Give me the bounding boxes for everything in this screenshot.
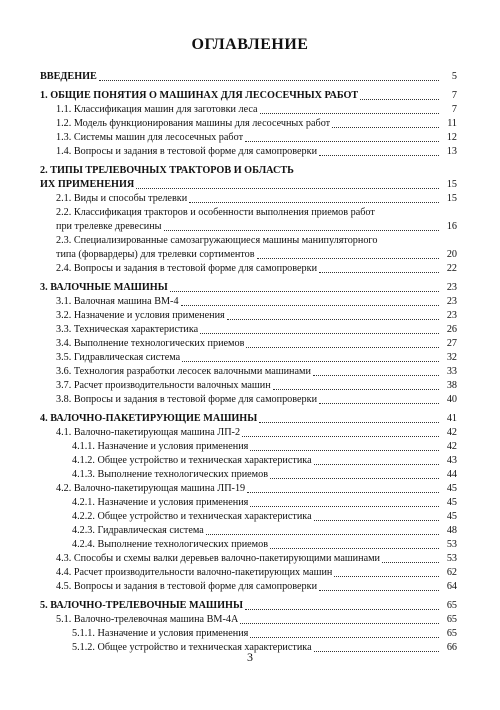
toc-leader-dots: [334, 576, 439, 577]
toc-leader-dots: [247, 492, 439, 493]
toc-leader-dots: [319, 155, 439, 156]
toc-leader-dots: [319, 590, 439, 591]
toc-leader-dots: [99, 80, 439, 81]
toc-entry-page: 11: [447, 118, 457, 129]
toc-entry: [40, 496, 457, 510]
toc-entry-page: 66: [446, 642, 457, 653]
toc-entry-title: 4.3. Способы и схемы валки деревьев валочно-пакетирующими машинами: [56, 553, 381, 564]
toc-entry-title: 4.2. Валочно-пакетирующая машина ЛП-19: [56, 483, 246, 494]
toc-entry: [40, 524, 457, 538]
toc-entry-title: ИХ ПРИМЕНЕНИЯ: [40, 179, 135, 190]
toc-leader-dots: [170, 291, 439, 292]
toc-entry-page: 38: [446, 380, 457, 391]
toc-entry-title: 4.1.2. Общее устройство и техническая характеристика: [72, 455, 312, 466]
toc-entry: [40, 440, 457, 454]
toc-entry-page: 26: [446, 324, 457, 335]
toc-leader-dots: [360, 99, 439, 100]
toc-entry: [40, 482, 457, 496]
toc-entry: [40, 131, 457, 145]
toc-leader-dots: [382, 562, 439, 563]
toc-entry: [40, 468, 457, 482]
toc-entry-title: 4.2.3. Гидравлическая система: [72, 525, 204, 536]
toc-entry-page: 48: [446, 525, 457, 536]
toc-entry-title: 4.1. Валочно-пакетирующая машина ЛП-2: [56, 427, 241, 438]
toc-entry: [40, 323, 457, 337]
toc-entry-title: 4.1.3. Выполнение технологических приемов: [72, 469, 269, 480]
toc-entry-title: 3.1. Валочная машина ВМ-4: [56, 296, 179, 307]
toc-entry-title: 3.5. Гидравлическая система: [56, 352, 181, 363]
toc-entry-title: 1.1. Классификация машин для заготовки леса: [56, 104, 258, 115]
toc-leader-dots: [313, 375, 439, 376]
toc-entry-page: 15: [446, 193, 457, 204]
toc-entry-page: 45: [446, 483, 457, 494]
toc-entry: [40, 613, 457, 627]
toc-entry-page: 45: [446, 511, 457, 522]
toc-entry-title: 1.2. Модель функционирования машины для лесосечных работ: [56, 118, 331, 129]
toc-leader-dots: [181, 305, 439, 306]
toc-entry-line: 2.3. Специализированные самозагружающиеся машины манипуляторного: [56, 235, 378, 246]
toc-leader-dots: [246, 347, 439, 348]
toc-entry: [40, 365, 457, 379]
toc-entry: [40, 89, 457, 103]
toc-entry: [40, 281, 457, 295]
toc-leader-dots: [260, 113, 439, 114]
toc-entry: [40, 295, 457, 309]
toc-entry: [40, 393, 457, 407]
toc-entry-title: 4.2.1. Назначение и условия применения: [72, 497, 249, 508]
toc-entry-page: 44: [446, 469, 457, 480]
toc-entry-page: 23: [446, 282, 457, 293]
toc-entry-page: 65: [446, 628, 457, 639]
table-of-contents: [40, 70, 457, 655]
toc-leader-dots: [136, 188, 439, 189]
toc-entry-title: 4.2.4. Выполнение технологических приемов: [72, 539, 269, 550]
toc-entry: [40, 566, 457, 580]
toc-entry-title: при трелевке древесины: [56, 221, 162, 232]
toc-leader-dots: [227, 319, 439, 320]
toc-leader-dots: [319, 272, 439, 273]
toc-entry-title: 1. ОБЩИЕ ПОНЯТИЯ О МАШИНАХ ДЛЯ ЛЕСОСЕЧНЫХ РАБОТ: [40, 90, 359, 101]
toc-leader-dots: [240, 623, 439, 624]
toc-entry-title: 3.8. Вопросы и задания в тестовой форме для самопроверки: [56, 394, 318, 405]
toc-entry-page: 7: [451, 104, 457, 115]
toc-entry-title: 5.1.2. Общее устройство и техническая характеристика: [72, 642, 312, 653]
toc-leader-dots: [270, 478, 439, 479]
toc-entry-page: 23: [446, 296, 457, 307]
toc-entry-page: 65: [446, 614, 457, 625]
toc-entry-page: 43: [446, 455, 457, 466]
toc-entry-title: 5.1. Валочно-трелевочная машина ВМ-4А: [56, 614, 239, 625]
toc-entry-page: 53: [446, 553, 457, 564]
toc-entry-page: 13: [446, 146, 457, 157]
toc-entry: [40, 103, 457, 117]
toc-entry: [40, 337, 457, 351]
toc-entry-page: 33: [446, 366, 457, 377]
page-title: ОГЛАВЛЕНИЕ: [191, 36, 309, 53]
toc-entry: [40, 192, 457, 206]
toc-entry-page: 16: [446, 221, 457, 232]
toc-leader-dots: [182, 361, 439, 362]
toc-entry-title: 3.3. Техническая характеристика: [56, 324, 199, 335]
toc-entry: [40, 538, 457, 552]
toc-entry-page: 42: [446, 427, 457, 438]
toc-leader-dots: [257, 258, 439, 259]
toc-entry-title: 4.5. Вопросы и задания в тестовой форме для самопроверки: [56, 581, 318, 592]
toc-entry-page: 32: [446, 352, 457, 363]
toc-entry-page: 12: [446, 132, 457, 143]
toc-entry-page: 45: [446, 497, 457, 508]
toc-entry-title: 3.4. Выполнение технологических приемов: [56, 338, 245, 349]
toc-entry-page: 62: [446, 567, 457, 578]
toc-entry-page: 23: [446, 310, 457, 321]
toc-entry-title: 1.3. Системы машин для лесосечных работ: [56, 132, 244, 143]
toc-leader-dots: [245, 609, 439, 610]
toc-leader-dots: [273, 389, 439, 390]
toc-entry-page: 22: [446, 263, 457, 274]
toc-entry-line: 2.2. Классификация тракторов и особенности выполнения приемов работ: [56, 207, 375, 218]
toc-leader-dots: [314, 520, 439, 521]
toc-entry-title: 2.4. Вопросы и задания в тестовой форме для самопроверки: [56, 263, 318, 274]
toc-entry: [40, 70, 457, 84]
toc-entry-title: типа (форвардеры) для трелевки сортиментов: [56, 249, 255, 260]
toc-entry: [40, 627, 457, 641]
toc-entry-page: 7: [451, 90, 457, 101]
toc-leader-dots: [189, 202, 439, 203]
toc-leader-dots: [270, 548, 439, 549]
toc-entry-page: 53: [446, 539, 457, 550]
toc-leader-dots: [200, 333, 439, 334]
toc-entry: [40, 117, 457, 131]
toc-entry-page: 15: [446, 179, 457, 190]
toc-entry: [40, 599, 457, 613]
toc-leader-dots: [206, 534, 439, 535]
toc-entry-page: 27: [446, 338, 457, 349]
toc-entry: [40, 412, 457, 426]
toc-entry: [40, 351, 457, 365]
toc-entry-page: 65: [446, 600, 457, 611]
toc-entry-page: 20: [446, 249, 457, 260]
toc-leader-dots: [242, 436, 439, 437]
toc-entry-title: 3.7. Расчет производительности валочных машин: [56, 380, 271, 391]
toc-leader-dots: [245, 141, 439, 142]
toc-leader-dots: [314, 464, 439, 465]
toc-leader-dots: [259, 422, 439, 423]
toc-entry-title: 1.4. Вопросы и задания в тестовой форме для самопроверки: [56, 146, 318, 157]
page-number: 3: [247, 650, 253, 664]
toc-leader-dots: [319, 403, 439, 404]
toc-entry: [40, 145, 457, 159]
toc-entry-title: 3.6. Технология разработки лесосек валочными машинами: [56, 366, 311, 377]
toc-entry-title: 4.1.1. Назначение и условия применения: [72, 441, 249, 452]
toc-leader-dots: [332, 127, 439, 128]
toc-entry-line: 2. ТИПЫ ТРЕЛЕВОЧНЫХ ТРАКТОРОВ И ОБЛАСТЬ: [40, 165, 294, 176]
toc-entry: [40, 552, 457, 566]
toc-entry: [40, 454, 457, 468]
toc-entry-title: 3.2. Назначение и условия применения: [56, 310, 225, 321]
toc-leader-dots: [250, 637, 439, 638]
toc-entry: [40, 379, 457, 393]
toc-entry-page: 40: [446, 394, 457, 405]
toc-entry-title: 2.1. Виды и способы трелевки: [56, 193, 188, 204]
toc-entry: [40, 426, 457, 440]
toc-entry: [40, 248, 457, 262]
toc-entry-page: 5: [451, 71, 457, 82]
toc-entry-title: 3. ВАЛОЧНЫЕ МАШИНЫ: [40, 282, 168, 293]
toc-entry-page: 42: [446, 441, 457, 452]
toc-entry-title: 5.1.1. Назначение и условия применения: [72, 628, 249, 639]
toc-entry: [40, 510, 457, 524]
toc-entry-page: 41: [446, 413, 457, 424]
toc-entry: [40, 262, 457, 276]
toc-entry: [40, 178, 457, 192]
toc-entry: [40, 220, 457, 234]
toc-entry-title: 4.4. Расчет производительности валочно-пакетирующих машин: [56, 567, 333, 578]
toc-entry: [40, 580, 457, 594]
toc-entry-title: ВВЕДЕНИЕ: [40, 71, 97, 82]
toc-leader-dots: [250, 450, 439, 451]
toc-leader-dots: [250, 506, 439, 507]
toc-leader-dots: [164, 230, 439, 231]
toc-entry: [40, 309, 457, 323]
toc-entry-page: 64: [446, 581, 457, 592]
toc-entry-title: 5. ВАЛОЧНО-ТРЕЛЕВОЧНЫЕ МАШИНЫ: [40, 600, 243, 611]
toc-entry-title: 4. ВАЛОЧНО-ПАКЕТИРУЮЩИЕ МАШИНЫ: [40, 413, 258, 424]
toc-entry-title: 4.2.2. Общее устройство и техническая характеристика: [72, 511, 312, 522]
